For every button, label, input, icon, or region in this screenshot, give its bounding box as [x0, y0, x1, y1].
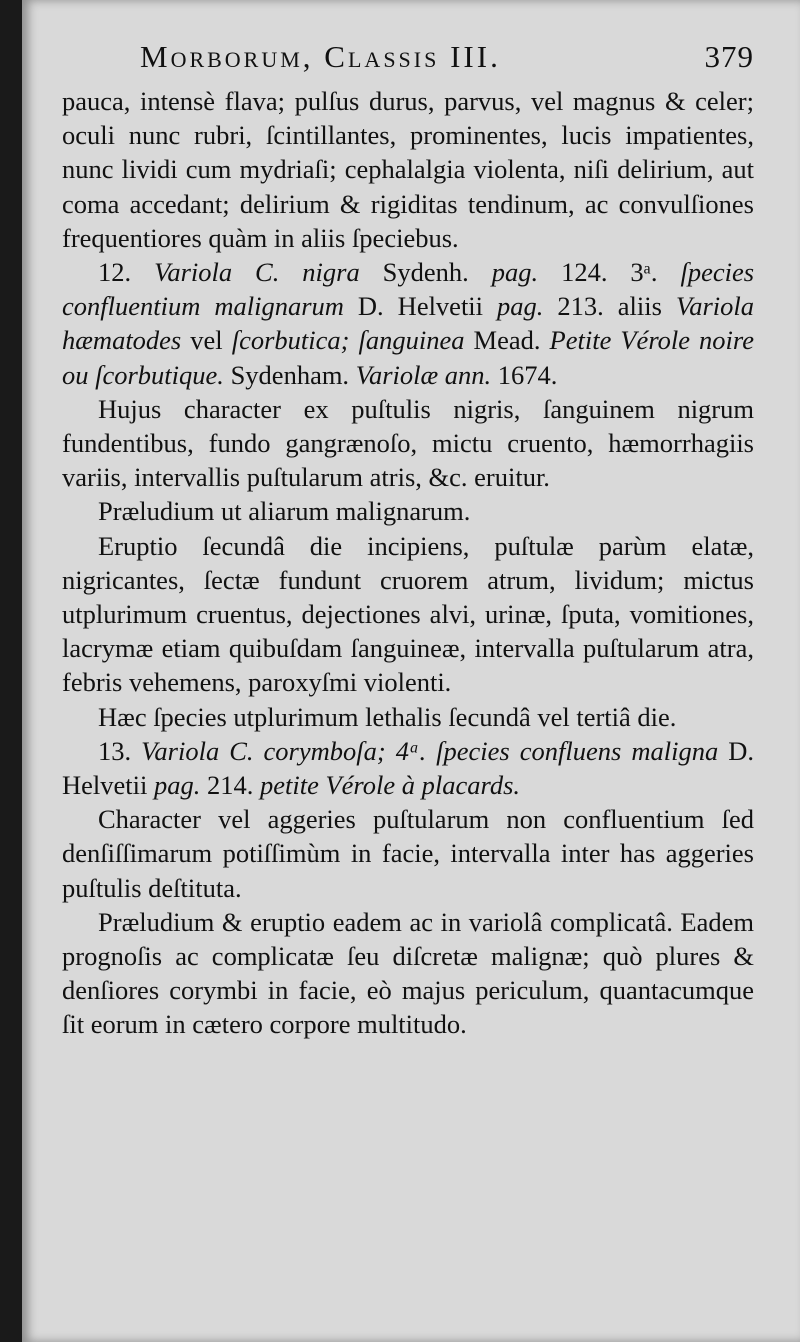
text-run: Character vel aggeries puſtularum non confluentium ſed denſiſſimarum potiſſimùm in facie, intervalla inter has aggeries puſtulis deſtituta.	[62, 804, 754, 903]
text-run: Præludium & eruptio eadem ac in variolâ complicatâ. Eadem prognoſis ac complicatæ ſeu diſcretæ malignæ; quò plures & denſiores corymbi in facie, eò majus periculum, quantacumque ſit eorum in cætero corpore multitudo.	[62, 906, 754, 1040]
text-run: 1674.	[491, 359, 558, 390]
body-text	[62, 84, 754, 1042]
text-run: 214.	[200, 770, 260, 801]
page-text-block	[62, 40, 754, 1042]
text-run: 13.	[98, 735, 142, 766]
italic-run: Variola C. nigra	[154, 257, 360, 288]
italic-run: petite Vérole à placards.	[260, 770, 521, 801]
book-page	[22, 0, 800, 1342]
italic-run: ſcorbutica; ſanguinea	[231, 325, 465, 356]
running-title: Morborum, Classis III.	[140, 39, 501, 74]
text-run: D. Helvetii	[62, 735, 755, 801]
paragraph-p7	[62, 734, 754, 802]
paragraph-p6	[62, 700, 754, 734]
text-run: Eruptio ſecundâ die incipiens, puſtulæ parùm elatæ, nigricantes, ſectæ fundunt cruorem atrum, lividum; mictus utplurimum cruentus, dejectiones alvi, urinæ, ſputa, vomitiones, lacrymæ etiam quibuſdam ſanguineæ, intervalla puſtularum atra, febris vehemens, paroxyſmi violenti.	[62, 530, 754, 698]
text-run: Hæc ſpecies utplurimum lethalis ſecundâ vel tertiâ die.	[98, 701, 677, 732]
italic-run: Variola C. corymboſa; 4ᵃ. ſpecies confluens maligna	[141, 735, 719, 766]
italic-run: Variolæ ann.	[355, 359, 492, 390]
text-run: Præludium ut aliarum malignarum.	[98, 496, 471, 527]
text-run: 124. 3ᵃ.	[538, 257, 681, 288]
italic-run: Variola hæmatodes	[62, 291, 754, 356]
text-run: Sydenham.	[223, 359, 356, 390]
text-run: Sydenh.	[359, 257, 492, 288]
text-run: vel	[181, 325, 232, 356]
text-run: 213. aliis	[543, 291, 676, 322]
paragraph-p2	[62, 255, 754, 392]
italic-run: pag.	[154, 770, 201, 801]
text-run: 12.	[98, 257, 155, 288]
text-run: Mead.	[464, 325, 550, 356]
paragraph-p1	[62, 84, 754, 255]
paragraph-p4	[62, 494, 754, 528]
italic-run: ſpecies confluentium malignarum	[62, 257, 755, 322]
paragraph-p5	[62, 529, 754, 700]
page-number: 379	[704, 39, 754, 74]
italic-run: pag.	[491, 257, 539, 288]
paragraph-p9	[62, 905, 754, 1042]
running-header	[62, 40, 754, 84]
text-run: Hujus character ex puſtulis nigris, ſanguinem nigrum fundentibus, fundo gangrænoſo, mictu cruento, hæmorrhagiis variis, intervallis puſtularum atris, &c. eruitur.	[62, 393, 754, 493]
text-run: pauca, intensè flava; pulſus durus, parvus, vel magnus & celer; oculi nunc rubri, ſcintillantes, prominentes, lucis impatientes, nunc lividi cum mydriaſi; cephalalgia violenta, niſi delirium, aut coma accedant; delirium & rigiditas tendinum, ac convulſiones frequentiores quàm in aliis ſpeciebus.	[62, 86, 754, 253]
italic-run: pag.	[497, 291, 544, 322]
paragraph-p8	[62, 802, 754, 905]
text-run: D. Helvetii	[343, 291, 498, 322]
paragraph-p3	[62, 392, 754, 495]
italic-run: Petite Vérole noire ou ſcorbutique.	[62, 325, 755, 390]
